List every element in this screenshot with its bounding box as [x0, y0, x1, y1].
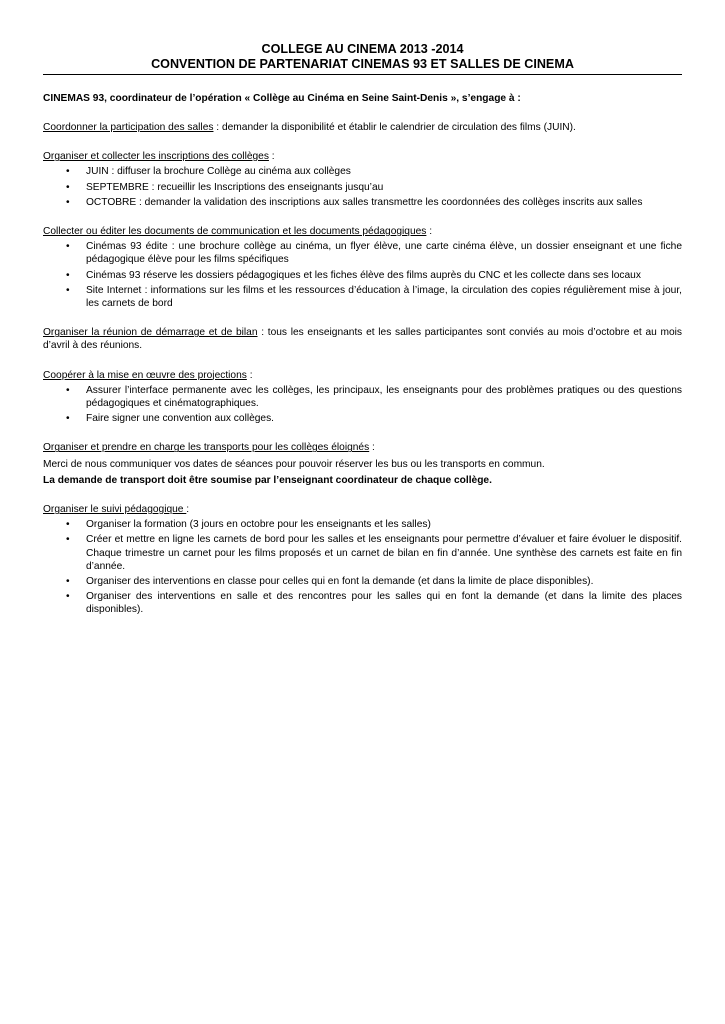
title-rule	[43, 74, 682, 75]
section-inscriptions	[43, 150, 682, 209]
section-suivi	[43, 503, 682, 617]
list-item: • Organiser des interventions en salle et des rencontres pour les salles qui en font la demande (et dans la limite des places disponibles).	[86, 590, 682, 616]
title-line-2: CONVENTION DE PARTENARIAT CINEMAS 93 ET SALLES DE CINEMA	[151, 57, 574, 71]
list-item: • OCTOBRE : demander la validation des inscriptions aux salles transmettre les coordonnées des collèges inscrits aux salles	[86, 196, 682, 209]
section-documents-heading: Collecter ou éditer les documents de communication et les documents pédagogiques	[43, 226, 427, 238]
list-item: • Cinémas 93 édite : une brochure collège au cinéma, un flyer élève, une carte cinéma élève, un dossier enseignant et une fiche pédagogique élève pour les films spécifiques	[86, 240, 682, 266]
section-documents-text	[43, 225, 682, 238]
section-documents-colon: :	[426, 226, 433, 238]
section-coordination	[43, 121, 682, 134]
section-transports-text	[43, 441, 682, 454]
section-coordination-body: : demander la disponibilité et établir le calendrier de circulation des films (JUIN).	[213, 122, 576, 133]
section-inscriptions-heading: Organiser et collecter les inscriptions des collèges	[43, 151, 269, 163]
section-coordination-heading: Coordonner la participation des salles	[43, 122, 214, 133]
list-item: • Organiser la formation (3 jours en octobre pour les enseignants et les salles)	[86, 518, 682, 531]
section-transports-heading: Organiser et prendre en charge les transports pour les collèges éloignés	[43, 442, 370, 454]
list-item: • Organiser des interventions en classe pour celles qui en font la demande (et dans la limite de place disponibles).	[86, 575, 682, 588]
projections-list	[43, 384, 682, 426]
inscriptions-list	[43, 165, 682, 209]
section-projections-text	[43, 369, 682, 382]
transports-bold-line: La demande de transport doit être soumise par l’enseignant coordinateur de chaque collège.	[43, 474, 492, 486]
section-transports-colon: :	[369, 442, 375, 454]
document-page	[43, 42, 682, 619]
section-suivi-heading: Organiser le suivi pédagogique	[43, 504, 187, 516]
list-item: • SEPTEMBRE : recueillir les Inscriptions des enseignants jusqu’au	[86, 181, 682, 194]
title-line-1: COLLEGE AU CINEMA 2013 -2014	[261, 42, 464, 56]
section-reunion-heading: Organiser la réunion de démarrage et de bilan	[43, 327, 258, 339]
transports-line: Merci de nous communiquer vos dates de séances pour pouvoir réserver les bus ou les transports en commun.	[43, 458, 545, 470]
documents-list	[43, 240, 682, 310]
section-coordination-text	[43, 121, 682, 134]
section-projections-heading: Coopérer à la mise en œuvre des projections	[43, 369, 247, 381]
section-transports	[43, 441, 682, 487]
section-reunion	[43, 326, 682, 352]
section-reunion-text	[43, 326, 682, 352]
list-item: • JUIN : diffuser la brochure Collège au cinéma aux collèges	[86, 165, 682, 178]
section-inscriptions-colon: :	[268, 151, 275, 163]
list-item: • Faire signer une convention aux collèges.	[86, 412, 682, 425]
list-item: • Site Internet : informations sur les films et les ressources d’éducation à l’image, la circulation des copies régulièrement mise à jour, les carnets de bord	[86, 284, 682, 310]
intro-statement: CINEMAS 93, coordinateur de l’opération « Collège au Cinéma en Seine Saint-Denis », s’engage à :	[43, 93, 521, 104]
section-suivi-text	[43, 503, 682, 516]
section-projections-colon: :	[246, 369, 253, 381]
section-suivi-colon: :	[186, 504, 190, 516]
section-inscriptions-text	[43, 150, 682, 163]
list-item: • Cinémas 93 réserve les dossiers pédagogiques et les fiches élève des films auprès du CNC et les collecte dans ses locaux	[86, 269, 682, 282]
list-item: • Assurer l’interface permanente avec les collèges, les principaux, les enseignants pour des problèmes pratiques ou des questions pédagogiques et cinématographiques.	[86, 384, 682, 410]
section-reunion-body: : tous les enseignants et les salles participantes sont conviés au mois d’octobre et au mois d’avril à des réunions.	[43, 327, 682, 352]
section-projections	[43, 369, 682, 426]
suivi-list	[43, 518, 682, 616]
list-item: • Créer et mettre en ligne les carnets de bord pour les salles et les enseignants pour permettre d’évaluer et faire évoluer le dispositif. Chaque trimestre un carnet pour les films proposés et un carnet de bilan en fin d’année. Une synthèse des carnets est faite en fin d’année.	[86, 533, 682, 573]
section-documents	[43, 225, 682, 310]
